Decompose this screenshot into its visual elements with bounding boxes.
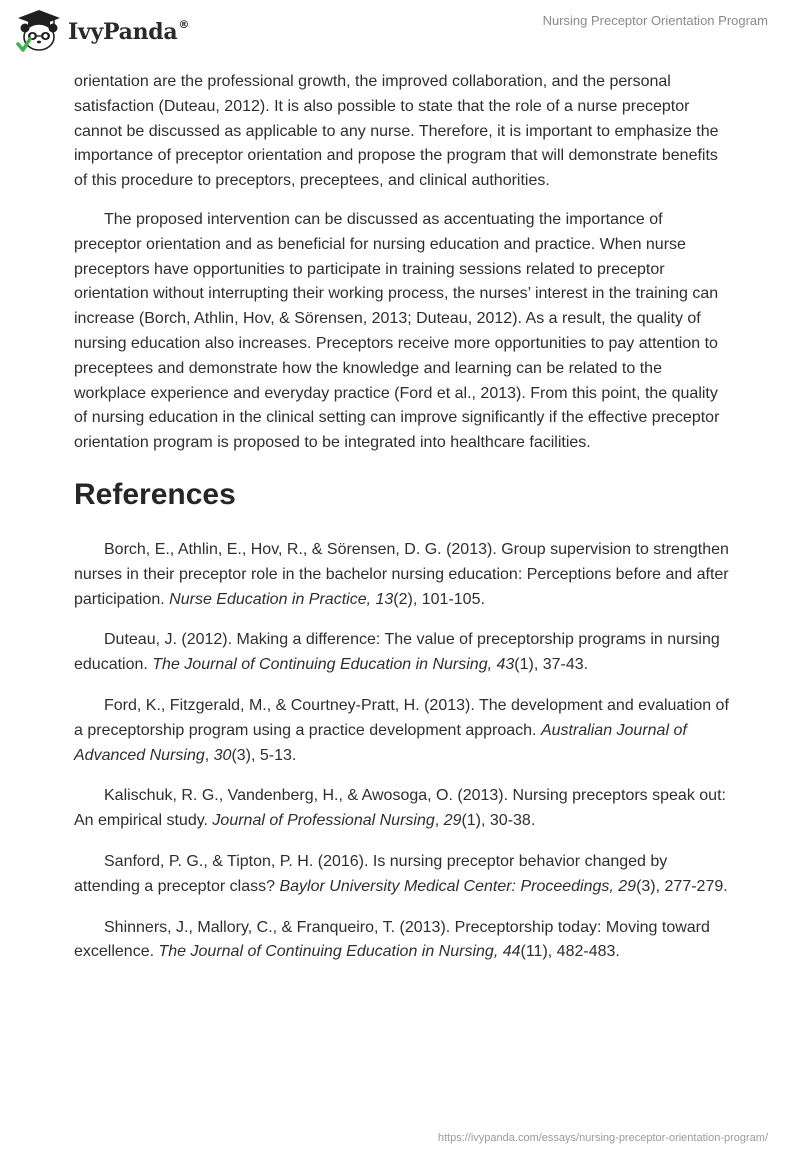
panda-graduate-icon — [16, 8, 62, 54]
brand-name: IvyPanda® — [68, 17, 190, 45]
body-paragraph: orientation are the professional growth, the improved collaboration, and the personal satisfaction (Duteau, 2012). It is also possible to state that the role of a nurse preceptor cannot be discussed as applicable to any nurse. Therefore, it is important to emphasize the importance of preceptor orientation and propose the program that will demonstrate benefits of this procedure to preceptors, preceptees, and clinical authorities. — [74, 73, 719, 190]
reference-item: Borch, E., Athlin, E., Hov, R., & Sörensen, D. G. (2013). Group supervision to strengthen nurses in their preceptor role in the bachelor nursing education: Perceptions before and after participation. Nurse Education in Practice, 13(2), 101-105. — [74, 540, 729, 608]
reference-item: Duteau, J. (2012). Making a difference: The value of preceptorship programs in nursing education. The Journal of Continuing Education in Nursing, 43(1), 37-43. — [74, 631, 720, 674]
reference-item: Shinners, J., Mallory, C., & Franqueiro, T. (2013). Preceptorship today: Moving toward excellence. The Journal of Continuing Education in Nursing, 44(11), 482-483. — [74, 918, 710, 961]
essay-content — [74, 70, 730, 981]
reference-item: Kalischuk, R. G., Vandenberg, H., & Awosoga, O. (2013). Nursing preceptors speak out: An empirical study. Journal of Professional Nursing, 29(1), 30-38. — [74, 787, 726, 830]
body-paragraph: The proposed intervention can be discussed as accentuating the importance of preceptor orientation and as beneficial for nursing education and practice. When nurse preceptors have opportunities to participate in training sessions related to preceptor orientation without interrupting their working process, the nurses’ interest in the training can increase (Borch, Athlin, Hov, & Sörensen, 2013; Duteau, 2012). As a result, the quality of nursing education also increases. Preceptors receive more opportunities to pay attention to preceptees and demonstrate how the knowledge and learning can be related to the workplace experience and everyday practice (Ford et al., 2013). From this point, the quality of nursing education in the clinical setting can improve significantly if the effective preceptor orientation program is proposed to be integrated into healthcare facilities. — [74, 210, 720, 452]
document-title: Nursing Preceptor Orientation Program — [542, 13, 768, 28]
page-header — [0, 0, 800, 64]
reference-list — [74, 538, 730, 965]
reference-item: Ford, K., Fitzgerald, M., & Courtney-Pratt, H. (2013). The development and evaluation of a preceptorship program using a practice development approach. Australian Journal of Advanced Nursing, 30(3), 5-13. — [74, 696, 729, 764]
source-url[interactable]: https://ivypanda.com/essays/nursing-preceptor-orientation-program/ — [437, 1132, 768, 1144]
reference-item: Sanford, P. G., & Tipton, P. H. (2016). Is nursing preceptor behavior changed by attending a preceptor class? Baylor University Medical Center: Proceedings, 29(3), 277-279. — [74, 852, 728, 895]
ivypanda-logo[interactable] — [16, 8, 189, 54]
references-heading: References — [74, 477, 236, 511]
